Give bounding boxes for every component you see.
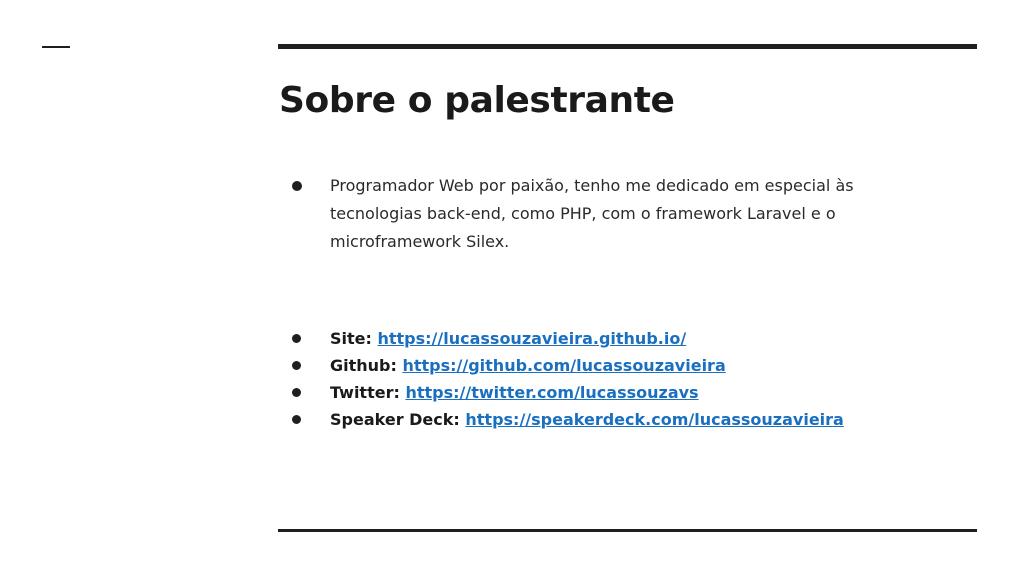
slide-title: Sobre o palestrante bbox=[279, 80, 675, 121]
bullet-dot-icon bbox=[292, 181, 302, 191]
link-url-site[interactable]: https://lucassouzavieira.github.io/ bbox=[377, 329, 687, 348]
link-item-github bbox=[290, 352, 990, 379]
link-label-speakerdeck: Speaker Deck: bbox=[330, 410, 466, 429]
link-label-site: Site: bbox=[330, 329, 378, 348]
link-item-site bbox=[290, 325, 990, 352]
link-item-speakerdeck bbox=[290, 406, 990, 433]
top-divider-rule bbox=[278, 44, 977, 49]
bullet-dot-icon bbox=[292, 334, 301, 343]
link-label-github: Github: bbox=[330, 356, 403, 375]
link-url-github[interactable]: https://github.com/lucassouzavieira bbox=[402, 356, 726, 375]
bullet-dot-icon bbox=[292, 415, 301, 424]
bullet-dot-icon bbox=[292, 388, 301, 397]
link-item-twitter bbox=[290, 379, 990, 406]
corner-dash-decoration bbox=[42, 46, 70, 48]
bio-text: Programador Web por paixão, tenho me dedicado em especial às tecnologias back-end, como PHP, com o framework Laravel e o microframework Silex. bbox=[330, 176, 854, 251]
links-list bbox=[290, 325, 990, 433]
bio-item bbox=[290, 172, 930, 256]
bio-list bbox=[290, 172, 930, 256]
link-url-speakerdeck[interactable]: https://speakerdeck.com/lucassouzavieira bbox=[465, 410, 844, 429]
bottom-divider-rule bbox=[278, 529, 977, 532]
bullet-dot-icon bbox=[292, 361, 301, 370]
link-url-twitter[interactable]: https://twitter.com/lucassouzavs bbox=[405, 383, 699, 402]
link-label-twitter: Twitter: bbox=[330, 383, 406, 402]
